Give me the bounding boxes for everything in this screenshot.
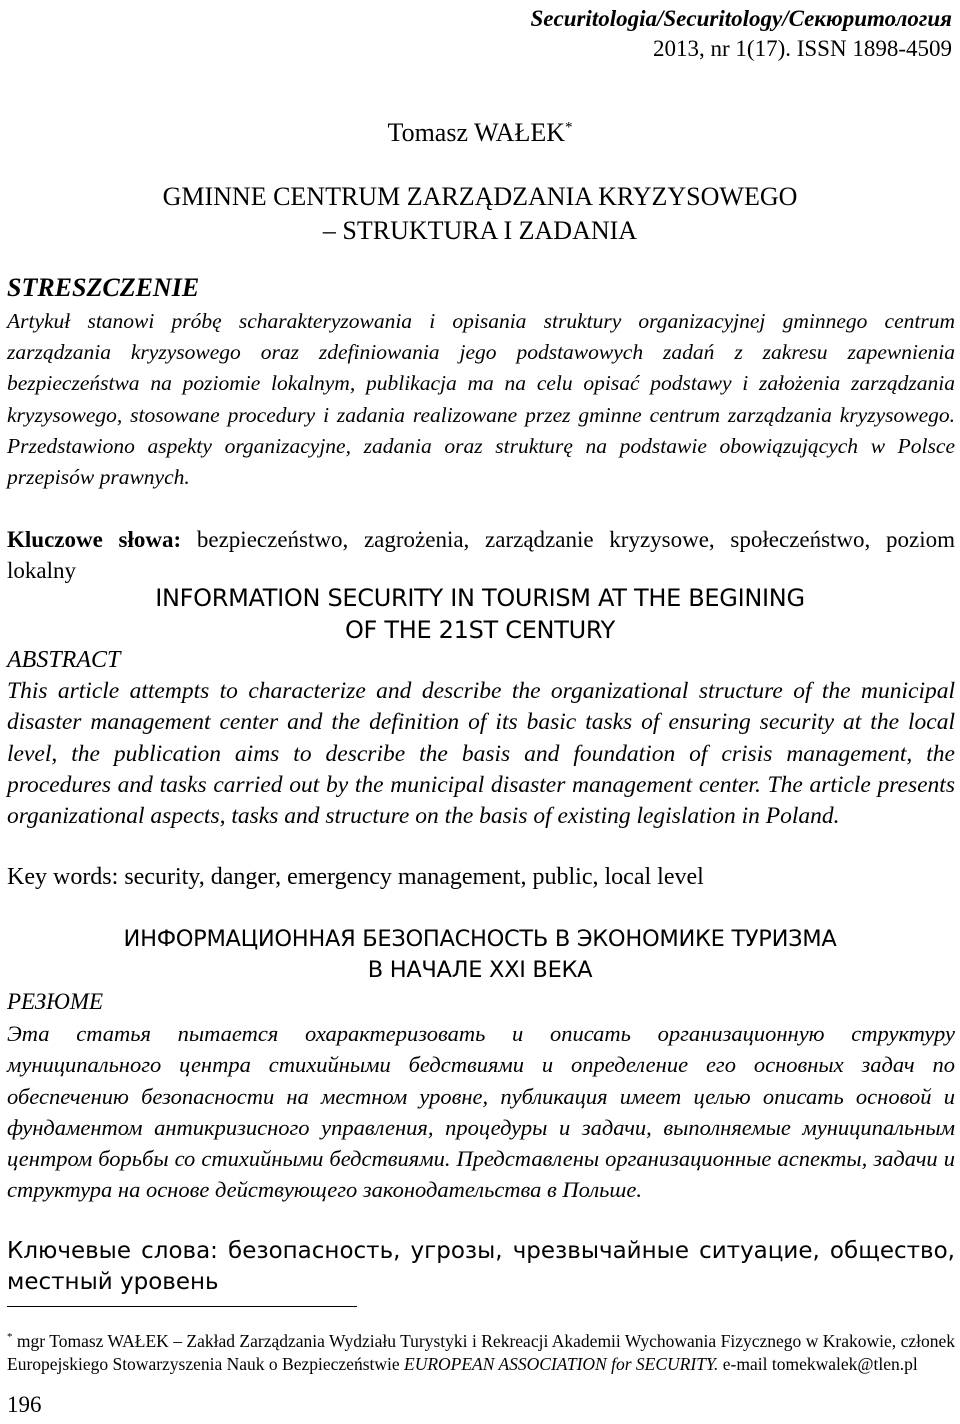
footnote-text: mgr Tomasz WAŁEK – Zakład Zarządzania Wydziału Turystyki i Rekreacji Akademii Wychowania Fizycznego w Krakowie, członek Europejskiego Stowarzyszenia Nauk o Bezpieczeństwie <box>7 1330 955 1374</box>
article-title-polish <box>0 180 960 248</box>
russian-abstract-heading: РЕЗЮМЕ <box>7 989 104 1014</box>
english-abstract-heading: ABSTRACT <box>7 647 121 673</box>
title-russian-line1: ИНФОРМАЦИОННАЯ БЕЗОПАСНОСТЬ В ЭКОНОМИКЕ ТУРИЗМА <box>123 926 837 952</box>
polish-keywords-label: Kluczowe słowa: <box>7 527 182 552</box>
page-number: 196 <box>7 1392 42 1417</box>
author <box>0 118 960 148</box>
polish-keywords-text: bezpieczeństwo, zagrożenia, zarządzanie kryzysowe, społeczeństwo, poziom lokalny <box>7 527 955 583</box>
footnote-email: e-mail tomekwalek@tlen.pl <box>718 1353 918 1374</box>
journal-title: Securitologia/Securitology/Секюритология <box>530 6 952 31</box>
title-english-line2: OF THE 21ST CENTURY <box>344 616 616 644</box>
polish-abstract-text: Artykuł stanowi próbę scharakteryzowania i opisania struktury organizacyjnej gminnego centrum zarządzania kryzysowego oraz zdefiniowania jego podstawowych zadań z zakresu zapewnienia bezpieczeństwa na poziomie lokalnym, publikacja ma na celu opisać podstawy i założenia zarządzania kryzysowego, stosowane procedury i zadania realizowane przez gminne centrum zarządzania kryzysowego. Przedstawiono aspekty organizacyjne, zadania oraz strukturę na podstawie obowiązujących w Polsce przepisów prawnych. <box>7 309 955 490</box>
polish-keywords <box>7 524 955 586</box>
russian-abstract-text: Эта статья пытается охарактеризовать и описать организационную структуру муниципального центра стихийными бедствиями и определение его основных задач по обеспечению безопасности на местном уровне, публикация имеет целью описать основой и фундаментом антикризисного управления, процедуры и задачи, выполняемые муниципальным центром борьбы со стихийными бедствиями. Представлены организационные аспекты, задачи и структура на основе действующего законодательства в Польше. <box>7 1021 955 1203</box>
footnote-divider <box>7 1306 357 1307</box>
title-english-line1: INFORMATION SECURITY IN TOURISM AT THE BEGINING <box>155 584 805 612</box>
english-keywords: Key words: security, danger, emergency management, public, local level <box>7 864 704 890</box>
journal-header <box>530 4 952 64</box>
russian-keywords: Ключевые слова: безопасность, угрозы, чрезвычайные ситуацие, общество, местный уровень <box>7 1238 955 1295</box>
footnote-association: EUROPEAN ASSOCIATION for SECURITY. <box>404 1353 719 1374</box>
polish-abstract-heading: STRESZCZENIE <box>7 273 200 302</box>
title-polish-line1: GMINNE CENTRUM ZARZĄDZANIA KRYZYSOWEGO <box>162 182 798 211</box>
journal-issue: 2013, nr 1(17). ISSN 1898-4509 <box>653 36 952 61</box>
title-russian-line2: В НАЧАЛЕ XXI ВЕКА <box>367 957 593 983</box>
author-name: Tomasz WAŁEK <box>387 118 565 147</box>
footnote <box>7 1326 955 1376</box>
english-abstract-text: This article attempts to characterize and describe the organizational structure of the municipal disaster management center and the definition of its basic tasks of ensuring security at the local level, the publication aims to describe the basis and foundation of crisis management, the procedures and tasks carried out by the municipal disaster management center. The article presents organizational aspects, tasks and structure on the basis of existing legislation in Poland. <box>7 678 955 830</box>
article-title-english <box>0 582 960 646</box>
article-title-russian <box>0 924 960 986</box>
footnote-mark: * <box>7 1331 13 1343</box>
title-polish-line2: – STRUKTURA I ZADANIA <box>322 216 638 245</box>
author-footnote-mark: * <box>565 119 573 136</box>
